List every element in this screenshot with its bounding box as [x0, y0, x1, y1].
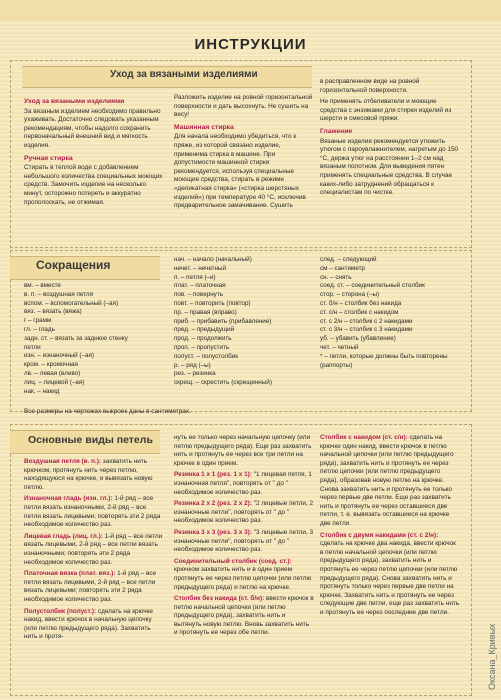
stitch-name: Платочная вязка (плат. вяз.):	[24, 570, 116, 578]
stitch-definition	[24, 495, 164, 529]
stitch-text: "1 лицевая петля, 1 изнаночная петля", повторять от " до " необходимое количество раз.	[174, 471, 312, 496]
stitch-definition	[24, 533, 164, 567]
stitch-name: Резинка 1 х 1 (рез. 1 х 1):	[174, 471, 252, 479]
stitch-name: Соединительный столбик (соед. ст.):	[174, 557, 292, 565]
abbr-item: вяз. – вязать (вяжа)	[24, 308, 82, 316]
stitches-heading: Основные виды петель	[28, 434, 153, 446]
stitch-name: Столбик без накида (ст. б/н):	[174, 595, 265, 603]
stitch-text: сделать на крючке один накид, ввести крючок в петлю начальной цепочки (или петлю предыдущего ряда), захватить нить и протянуть ее через петлю цепочки (или петлю предыдущего ряда), образовав новую петлю на крючке. Снова захватить нить и протянуть ее только через первые две петли. Еще раз захватить нить и протянуть ее через оставшиеся две петли, т. е. вывязать оставшиеся на крючке две петли.	[320, 434, 454, 527]
abbr-item: приб. – прибавить (прибавление)	[174, 317, 272, 325]
care-subheading: Ручная стирка	[24, 154, 73, 162]
abbr-item: проп. – пропустить	[174, 343, 230, 351]
care-text: в расправленном виде на ровной горизонтальной поверхности.	[320, 78, 420, 94]
stitch-text: сделать на крючке накид, ввести крючок в начальную цепочку (или петлю предыдущего ряда). Захватить нить и протя-	[24, 607, 153, 641]
care-subheading: Глажение	[320, 127, 353, 135]
abbr-item: пред. – предыдущий	[174, 326, 235, 334]
stitch-definition	[24, 608, 164, 642]
stitch-text: "3 лицевые петли, 3 изнаночные петли", повторять от " до " необходимое количество раз.	[174, 528, 314, 554]
stitches-column-1	[24, 458, 164, 645]
stitch-name: Столбик с накидом (ст. с/н):	[320, 434, 408, 441]
stitch-definition	[174, 558, 314, 592]
care-text: Стирать в теплой воде с добавлением небольшого количества специальных моющих средств. Замочить изделие на несколько минут, осторожно потереть и аккуратно прополоскать, не отжимая.	[24, 164, 163, 206]
stitch-definition	[174, 595, 314, 638]
watermark: Оксана_Кривых	[487, 623, 497, 690]
abbr-heading: Сокращения	[36, 258, 111, 272]
stitch-text: сделать на крючке два накида, ввести крючок в петлю начальной цепочки (или петлю предыдущего ряда), захватить нить и протянуть ее через петлю цепочки (или петлю предыдущего ряда). Снова захватить нить и протянуть только через первые две петли на крючке. Захватить нить и протянуть ее через следующие две петли, еще раз захватить нить и протянуть ее через последние две петли.	[320, 540, 460, 616]
stitch-definition	[24, 458, 164, 492]
abbr-item: рез. – резинка	[174, 370, 216, 378]
abbr-item: задн. ст. – вязать за заднюю стенку	[24, 334, 128, 342]
care-text: За вязаным изделием необходимо правильно ухаживать. Достаточно следовать указанным рекомендациям, чтобы надолго сохранить первоначальный внешний вид и мягкость изделия.	[24, 107, 161, 149]
page-title: ИНСТРУКЦИИ	[194, 36, 307, 53]
abbr-item: гл. – гладь	[24, 325, 55, 333]
stitches-column-3	[320, 434, 460, 620]
stitch-text: 1-й ряд – все петли вязать лицевыми, 2-й ряд – все петли вязать изнаночными; повторять эти 2 ряда необходимое количество раз.	[24, 532, 163, 566]
care-text: Разложить изделие на ровной горизонтальной поверхности и дать высохнуть. Не сушить на весу!	[174, 94, 313, 119]
care-column-3	[320, 78, 460, 201]
abbr-item: лиц. – лицевой (–ая)	[24, 378, 85, 386]
abbr-item: ст. с 3/н – столбик с 3 накидами	[320, 326, 413, 334]
abbr-item: п. – петля (–и)	[174, 273, 216, 281]
care-text: Для начала необходимо убедиться, что к пряже, из которой связано изделие, применима стирка в машине. При допустимости машинной стирки рекомендуется, используя специальные моющие средства, стирать в режиме «деликатная стирка» («стирка шерстяных изделий») при температуре 40 °С, исключив предварительное замачивание. Сушить	[174, 133, 306, 210]
stitch-definition	[320, 434, 460, 529]
stitch-definition	[24, 570, 164, 604]
abbr-item: изн. – изнаночный (–ая)	[24, 352, 95, 360]
abbr-note: Все размеры на чертежах выкроек даны в сантиметрах.	[24, 408, 191, 415]
abbr-item: след. – следующий	[320, 256, 377, 263]
stitch-definition	[174, 529, 314, 555]
stitch-text: 1-й ряд – все петли вязать изнаночными, 2-й ряд – все петли вязать лицевыми; повторять эти 2 ряда необходимое количество раз.	[24, 495, 161, 529]
abbr-item: р. – ряд (–ы)	[174, 361, 211, 369]
abbr-item: * – петли, которые должны быть повторены (раппорты)	[320, 352, 448, 369]
abbr-column-1	[24, 282, 169, 396]
abbr-item: повт. – повторить (повтор)	[174, 299, 251, 307]
abbr-item: ст. с/н – столбик с накидом	[320, 308, 399, 316]
abbr-item: вм. – вместе	[24, 282, 61, 289]
abbr-column-3	[320, 256, 465, 370]
abbr-item: вспом. – вспомогательный (–ая)	[24, 299, 119, 307]
abbr-item: чет. – четный	[320, 343, 359, 351]
stitch-name: Полустолбик (полуст.):	[24, 607, 97, 615]
care-text: Не применять отбеливатели и моющие средства с энзимами для стирки изделий из шерсти и смесовой пряжи.	[320, 98, 452, 123]
care-text: Вязаные изделия рекомендуется утюжить утюгом с пароувлажнителем, нагретым до 150 °С, держа утюг на расстоянии 1–2 см над вязаным полотном. Для выведения пятен применять специальные средства. В случае каких-либо затруднений обращаться к специалистам по чистке.	[320, 137, 459, 197]
abbr-item: в. п. – воздушная петля	[24, 290, 94, 298]
abbr-item: прод. – продолжить	[174, 335, 232, 343]
stitch-text: крючком захватить нить и в один прием протянуть ее через петлю цепочки (или петлю предыдущего ряда) и петлю на крючке.	[174, 566, 312, 591]
abbr-item: ст. б/н – столбик без накида	[320, 299, 402, 307]
abbr-item: г – грамм	[24, 317, 52, 325]
stitch-text: 1-й ряд – все петли вязать лицевыми, 2-й ряд – все петли вязать лицевыми; повторять эти 2 ряда необходимое количество раз.	[24, 570, 157, 603]
abbr-item: см – сантиметр	[320, 264, 366, 272]
abbr-item: стор. – сторона (–ы)	[320, 291, 380, 299]
abbr-item: лв. – левая (влево)	[24, 369, 81, 377]
abbr-item: ст. с 2/н – столбик с 2 накидами	[320, 317, 413, 325]
stitch-definition	[174, 471, 314, 497]
stitches-column-2	[174, 434, 314, 641]
abbr-item: сн. – снять	[320, 273, 352, 281]
stitch-definition	[174, 434, 314, 468]
stitch-name: Резинка 2 х 2 (рез. 2 х 2):	[174, 500, 252, 508]
abbr-item: скрещ. – скрестить (скрещенный)	[174, 379, 272, 387]
stitch-text: "2 лицевые петли, 2 изнаночные петли", повторять от " до " необходимое количество раз.	[174, 500, 314, 525]
care-column-2	[174, 94, 314, 214]
care-subheading: Машинная стирка	[174, 123, 234, 131]
stitch-name: Лицевая гладь (лиц. гл.):	[24, 532, 103, 540]
stitch-definition	[320, 532, 460, 618]
stitch-name: Изнаночная гладь (изн. гл.):	[24, 495, 113, 503]
abbr-item: нак. – накид	[24, 387, 60, 395]
abbr-item: нач. – начало (начальный)	[174, 256, 252, 263]
stitch-text: захватить нить крючком, протянуть нить через петлю, находящуюся на крючке, и вывязать новую петлю.	[24, 458, 153, 491]
abbr-item: плат. – платочная	[174, 282, 226, 290]
abbr-item: пр. – правая (вправо)	[174, 308, 237, 316]
stitch-name: Столбик с двумя накидами (ст. с 2/н):	[320, 531, 439, 539]
abbr-item: петли	[24, 343, 41, 351]
abbr-column-2	[174, 256, 314, 388]
stitch-text: ввести крючок в петлю начальной цепочки (или петлю предыдущего ряда), захватить нить и вытянуть новую петлю. Вновь захватить нить и протянуть ее через обе петли.	[174, 595, 314, 637]
care-column-1	[24, 94, 164, 210]
abbr-item: кром. – кромочная	[24, 361, 78, 369]
stitch-name: Воздушная петля (в. п.):	[24, 458, 101, 465]
care-heading: Уход за вязаными изделиями	[110, 69, 258, 80]
care-subheading: Уход за вязаными изделиями	[24, 98, 125, 105]
stitch-name: Резинка 3 х 3 (рез. 3 х 3):	[174, 528, 252, 536]
abbr-item: пов. – повернуть	[174, 291, 223, 299]
abbr-item: уб. – убавить (убавление)	[320, 335, 396, 343]
abbr-item: полуст. – полустолбик	[174, 352, 239, 360]
abbr-item: соед. ст. – соединительный столбик	[320, 282, 425, 290]
top-decoration	[0, 0, 501, 20]
abbr-item: нечет. – нечетный	[174, 264, 227, 272]
stitch-text: нуть ее только через начальную цепочку (или петлю предыдущего ряда). Еще раз захватить нить и протянуть ее через все три петли на крючке в один прием.	[174, 434, 312, 467]
stitch-definition	[174, 500, 314, 526]
